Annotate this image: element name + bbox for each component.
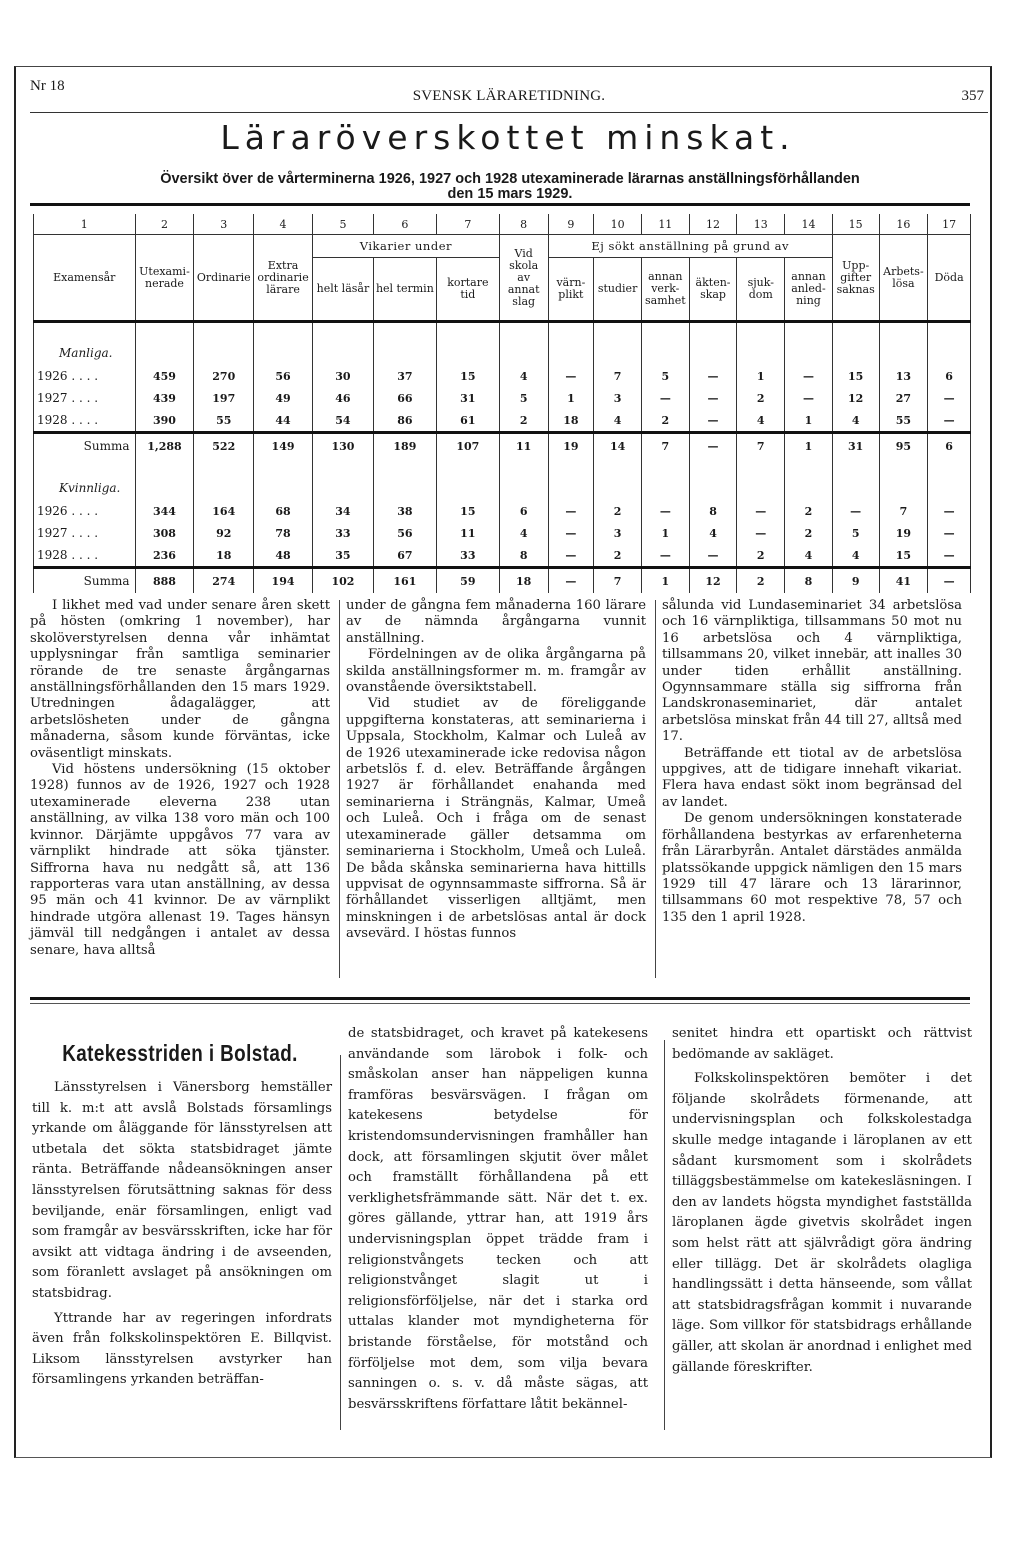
table-cell: 15	[436, 500, 499, 522]
col-number: 8	[499, 214, 548, 235]
sum-cell: 130	[312, 433, 373, 459]
journal-name: SVENSK LÄRARETIDNING.	[412, 88, 606, 104]
header-row-1	[34, 235, 971, 258]
row-year: 1926 . . . .	[34, 500, 136, 522]
table-cell: 390	[135, 409, 194, 433]
table-cell: 33	[312, 522, 373, 544]
table-cell: 2	[594, 544, 642, 568]
table-cell: —	[641, 500, 689, 522]
col-number: 15	[832, 214, 879, 235]
table-cell: 67	[373, 544, 436, 568]
table-cell: 34	[312, 500, 373, 522]
header-aktenskap: äkten-skap	[689, 258, 737, 322]
article1-column-1	[30, 598, 330, 959]
table-cell: 4	[737, 409, 785, 433]
table-cell: 236	[135, 544, 194, 568]
table-cell: 11	[436, 522, 499, 544]
table-cell: 4	[785, 544, 833, 568]
table-cell: 1	[641, 522, 689, 544]
spacer-row	[34, 458, 971, 476]
col-number: 1	[34, 214, 136, 235]
table-cell: 15	[436, 365, 499, 387]
table-cell: 2	[641, 409, 689, 433]
table-cell: 4	[832, 409, 879, 433]
table-cell: 31	[436, 387, 499, 409]
table-cell: —	[689, 365, 737, 387]
table-cell: 6	[928, 365, 971, 387]
header-hel-termin: hel termin	[373, 258, 436, 322]
article2-column-2	[348, 1024, 648, 1419]
table-cell: 18	[548, 409, 594, 433]
paragraph: Yttrande har av regeringen infordrats även från folkskolinspektören E. Billqvist. Liksom länsstyrelsen avstyrker han församlingens yrkanden beträffan-	[32, 1310, 332, 1388]
header-studier: studier	[594, 258, 642, 322]
table-cell: 92	[194, 522, 254, 544]
col-number: 12	[689, 214, 737, 235]
table-cell: 344	[135, 500, 194, 522]
sum-cell: 274	[194, 568, 254, 594]
table-cell: 13	[879, 365, 928, 387]
sum-cell: —	[689, 433, 737, 459]
table-cell: —	[785, 387, 833, 409]
header-ordinarie: Ordinarie	[194, 235, 254, 322]
article1-column-2	[346, 598, 646, 943]
row-year: 1928 . . . .	[34, 544, 136, 568]
table-cell: 8	[499, 544, 548, 568]
paragraph: Länsstyrelsen i Vänersborg hemställer till k. m:t att avslå Bolstads församlings yrkande om åläggande för länsstyrelsen att utbetala det sökta statsbidraget jämte ränta. Beträffande nådeansökningen anser länsstyrelsen förutsättning saknas för dess beviljande, enär församlingen, enligt vad som framgår av besvärsskriften, icke har för avsikt att vidtaga ändring i de avseenden, som föranlett avslaget på ansökningen om statsbidrag.	[32, 1080, 332, 1301]
article2-title: Katekesstriden i Bolstad.	[62, 1040, 298, 1066]
table-cell: 2	[737, 544, 785, 568]
table-cell: 49	[254, 387, 313, 409]
table-cell: 2	[785, 522, 833, 544]
sum-cell: 14	[594, 433, 642, 459]
table-cell: 2	[594, 500, 642, 522]
group-label: Manliga.	[34, 341, 136, 365]
sum-cell: 189	[373, 433, 436, 459]
row-year: 1927 . . . .	[34, 522, 136, 544]
paragraph: de statsbidraget, och kravet på katekesens användande som lärobok i folk- och småskolan anser han näppeligen kunna framföras besvärsvägen. I frågan om katekesens betydelse för kristendomsundervisningen framhåller han dock, att församlingen skjutit över målet och framställt förhållandena på ett verklighetsfrämmande sätt. När det t. ex. göres gällande, yttrar han, att 1919 års undervisningsplan öppet trädde fram i religionstvångets tecken och att religionstvånget slagit ut i religionsförföljelse, när det i starka ord uttalas klander mot myndigheterna för bristande förståelse, för motstånd och förföljelse mot dem, som vilja bevara sanningen o. s. v. då måste sägas, att besvärsskriftens författare låtit bekännel-	[348, 1026, 648, 1412]
header-doda: Döda	[928, 235, 971, 322]
table-cell: 197	[194, 387, 254, 409]
table-cell: —	[548, 544, 594, 568]
table-cell: —	[548, 365, 594, 387]
group-label-row	[34, 476, 971, 500]
subtitle-line-2: den 15 mars 1929.	[447, 186, 573, 202]
table-cell: 308	[135, 522, 194, 544]
sum-cell: 1	[785, 433, 833, 459]
table-cell: 5	[832, 522, 879, 544]
col-number: 17	[928, 214, 971, 235]
table-cell: 4	[689, 522, 737, 544]
header-extra-ordinarie: Extra ordinarie lärare	[254, 235, 313, 322]
sum-cell: 59	[436, 568, 499, 594]
table-cell: 12	[832, 387, 879, 409]
row-year: 1926 . . . .	[34, 365, 136, 387]
table-cell: —	[928, 409, 971, 433]
table-cell: 68	[254, 500, 313, 522]
column-divider	[340, 1055, 341, 1430]
col-number: 4	[254, 214, 313, 235]
table-cell: 4	[499, 522, 548, 544]
table-cell: —	[928, 544, 971, 568]
table-cell: 48	[254, 544, 313, 568]
header-arbetslosa: Arbets-lösa	[879, 235, 928, 322]
table-cell: 164	[194, 500, 254, 522]
table-row	[34, 365, 971, 387]
table-cell: 4	[832, 544, 879, 568]
col-number: 5	[312, 214, 373, 235]
table-cell: 3	[594, 522, 642, 544]
col-number: 6	[373, 214, 436, 235]
table-cell: —	[928, 522, 971, 544]
table-cell: —	[641, 387, 689, 409]
table-cell: 7	[879, 500, 928, 522]
sum-label: Summa	[34, 433, 136, 459]
header-end-row	[34, 322, 971, 342]
table-cell: —	[928, 387, 971, 409]
sum-cell: 18	[499, 568, 548, 594]
table-top-rule	[30, 203, 970, 206]
table-cell: —	[737, 522, 785, 544]
sum-cell: 11	[499, 433, 548, 459]
issue-number: Nr 18	[30, 78, 65, 94]
table-cell: —	[689, 387, 737, 409]
sum-cell: 2	[737, 568, 785, 594]
running-head	[30, 78, 988, 108]
table-cell: 38	[373, 500, 436, 522]
sum-cell: 31	[832, 433, 879, 459]
table-cell: 15	[832, 365, 879, 387]
table-cell: 2	[785, 500, 833, 522]
header-kortare-tid: kortare tid	[436, 258, 499, 322]
sum-cell: 12	[689, 568, 737, 594]
table-cell: 61	[436, 409, 499, 433]
paragraph: senitet hindra ett opartiskt och rättvist bedömande av sakläget.	[672, 1026, 972, 1062]
table-row	[34, 500, 971, 522]
header-utexaminerade: Utexami-nerade	[135, 235, 194, 322]
paragraph: Vid studiet av de föreliggande uppgifterna konstateras, att seminarierna i Uppsala, Stockholm, Kalmar och Luleå av de 1926 utexaminerade icke redovisa någon arbetslös f. d. elev. Beträffande årgången 1927 är förhållandet enahanda med seminarierna i Strängnäs, Kalmar, Umeå och Luleå. Och i fråga om de senast utexaminerade gäller detsamma om seminarierna i Stockholm, Umeå och Luleå. De båda skånska seminarierna hava hittills uppvisat de ogynnsammaste siffrorna. Så är förhållandet visserligen alltjämt, men minskningen i de arbetslösas antal är dock avsevärd. I höstas funnos	[346, 696, 646, 942]
sum-row	[34, 568, 971, 594]
table-row	[34, 522, 971, 544]
col-number: 14	[785, 214, 833, 235]
col-number: 10	[594, 214, 642, 235]
col-number: 13	[737, 214, 785, 235]
table-cell: 15	[879, 544, 928, 568]
table-cell: —	[689, 409, 737, 433]
paragraph: I likhet med vad under senare åren skett på hösten (omkring 1 november), har skolöverstyrelsen denna vår inhämtat upplysningar från samtliga seminarier rörande de tre senaste årgångarnas anställningsförhållanden den 15 mars 1929. Utredningen ådagalägger, att arbetslösheten under de gångna månaderna, såsom kunde förväntas, icke oväsentligt minskats.	[30, 598, 330, 761]
article-title: Läraröverskottet minskat.	[220, 118, 796, 157]
header-examensar: Examensår	[34, 235, 136, 322]
paragraph: Folkskolinspektören bemöter i det följande skolrådets förmenande, att undervisningsplan och folkskolestadga skulle medge intagande i läroplanen av ett sådant kursmoment som i skolrådets tilläggsbestämmelse om katekesläsningen. I den av landets högsta myndighet fastställda läroplanen ägde givetvis skolrådet ingen som helst rätt att självrådigt göra ändring eller tillägg. Det är skolrådets olagliga handlingssätt i detta hänseende, som vållat att statsbidragsfrågan kommit i nuvarande läge. Som villkor för statsbidrags erhållande gäller, att skolan är anordnad i enlighet med gällande föreskrifter.	[672, 1071, 972, 1375]
sum-cell: 1,288	[135, 433, 194, 459]
col-number: 2	[135, 214, 194, 235]
page-number: 357	[961, 88, 984, 104]
table-cell: —	[737, 500, 785, 522]
sum-cell: 7	[737, 433, 785, 459]
column-divider	[664, 1040, 665, 1430]
table-cell: 4	[499, 365, 548, 387]
article2-column-3	[672, 1024, 972, 1382]
table-cell: —	[832, 500, 879, 522]
table-row	[34, 409, 971, 433]
table-cell: 35	[312, 544, 373, 568]
table-row	[34, 387, 971, 409]
sum-cell: 6	[928, 433, 971, 459]
sum-row	[34, 433, 971, 459]
col-number: 16	[879, 214, 928, 235]
row-year: 1928 . . . .	[34, 409, 136, 433]
sum-cell: —	[548, 568, 594, 594]
table-cell: 33	[436, 544, 499, 568]
table-cell: 55	[194, 409, 254, 433]
column-divider	[655, 600, 656, 978]
table-cell: —	[548, 522, 594, 544]
table-cell: 1	[785, 409, 833, 433]
header-sjukdom: sjuk-dom	[737, 258, 785, 322]
article-subtitle	[80, 172, 940, 202]
table-cell: 19	[879, 522, 928, 544]
sum-cell: 7	[594, 568, 642, 594]
table-cell: —	[548, 500, 594, 522]
sum-cell: 149	[254, 433, 313, 459]
table-cell: 44	[254, 409, 313, 433]
table-cell: —	[785, 365, 833, 387]
paragraph: sålunda vid Lundaseminariet 34 arbetslösa och 16 värnpliktiga, tillsammans 50 mot nu 16 arbetslösa och 4 värnpliktiga, tillsammans 20, vilket innebär, att inalles 30 under tiden erhållit anställning. Ogynnsammare ställa sig siffrorna från Landskronaseminariet, där antalet arbetslösa minskat från 44 till 27, alltså med 17.	[662, 598, 962, 745]
sum-cell: 7	[641, 433, 689, 459]
article-separator-rule-thin	[30, 1003, 970, 1004]
table-cell: 18	[194, 544, 254, 568]
paragraph: Fördelningen av de olika årgångarna på skilda anställningsformer m. m. framgår av ovanstående översiktstabell.	[346, 647, 646, 696]
table-cell: —	[641, 544, 689, 568]
sum-cell: 161	[373, 568, 436, 594]
sum-cell: 1	[641, 568, 689, 594]
table-cell: 78	[254, 522, 313, 544]
column-divider	[339, 600, 340, 978]
table-cell: 27	[879, 387, 928, 409]
table-cell: —	[928, 500, 971, 522]
col-number: 11	[641, 214, 689, 235]
group-label: Kvinnliga.	[34, 476, 136, 500]
sum-cell: 102	[312, 568, 373, 594]
article2-column-1	[32, 1078, 332, 1395]
sum-cell: 41	[879, 568, 928, 594]
employment-statistics-table	[33, 214, 971, 593]
table-cell: 3	[594, 387, 642, 409]
table-cell: 55	[879, 409, 928, 433]
group-label-row	[34, 341, 971, 365]
table-cell: 56	[373, 522, 436, 544]
table-cell: 86	[373, 409, 436, 433]
article-separator-rule	[30, 997, 970, 1000]
table-cell: 7	[594, 365, 642, 387]
table-cell: 459	[135, 365, 194, 387]
table-row	[34, 544, 971, 568]
row-year: 1927 . . . .	[34, 387, 136, 409]
sum-cell: 95	[879, 433, 928, 459]
col-number: 7	[436, 214, 499, 235]
header-vid-skola: Vid skola av annat slag	[499, 235, 548, 322]
header-rule	[30, 112, 988, 113]
table-cell: 2	[499, 409, 548, 433]
sum-cell: 888	[135, 568, 194, 594]
header-uppgifter-saknas: Upp-gifter saknas	[832, 235, 879, 322]
table-cell: 66	[373, 387, 436, 409]
article1-column-3	[662, 598, 962, 926]
sum-cell: 194	[254, 568, 313, 594]
sum-cell: 19	[548, 433, 594, 459]
table-cell: 54	[312, 409, 373, 433]
paragraph: De genom undersökningen konstaterade förhållandena bestyrkas av erfarenheterna från Lärarbyrån. Antalet därstädes anmälda platssökande uppgick nämligen den 15 mars 1929 till 47 lärare och 13 lärarinnor, tillsammans 60 mot respektive 78, 57 och 135 den 1 april 1928.	[662, 811, 962, 925]
subtitle-line-1: Översikt över de vårterminerna 1926, 1927 och 1928 utexaminerade lärarnas anställningsförhållanden	[160, 171, 860, 187]
sum-cell: —	[928, 568, 971, 594]
table-cell: 439	[135, 387, 194, 409]
article1-body	[30, 598, 975, 988]
col-number: 3	[194, 214, 254, 235]
sum-cell: 9	[832, 568, 879, 594]
header-helt-lasar: helt läsår	[312, 258, 373, 322]
table-cell: 56	[254, 365, 313, 387]
paragraph: Vid höstens undersökning (15 oktober 1928) funnos av de 1926, 1927 och 1928 utexaminerade eleverna 238 utan anställning, av vilka 138 voro män och 100 kvinnor. Därjämte uppgåvos 77 vara av värnplikt hindrade att söka tjänster. Siffrorna hava nu nedgått så, att 136 rapporteras vara utan anställning, av dessa 95 män och 41 kvinnor. De av värnplikt hindrade utgöra allenast 19. Tages hänsyn jämväl till nedgången i antalet av dessa senare, hava alltså	[30, 762, 330, 958]
paragraph: Beträffande ett tiotal av de arbetslösa uppgives, att de tidigare innehaft vikariat. Flera hava endast sökt inom begränsad del av landet.	[662, 745, 962, 810]
header-annan-verksamhet: annan verk-samhet	[641, 258, 689, 322]
column-number-row	[34, 214, 971, 235]
sum-cell: 8	[785, 568, 833, 594]
table-cell: 5	[499, 387, 548, 409]
sum-label: Summa	[34, 568, 136, 594]
table-cell: 1	[548, 387, 594, 409]
sum-cell: 522	[194, 433, 254, 459]
col-number: 9	[548, 214, 594, 235]
table-body	[34, 322, 971, 594]
header-ej-sokt: Ej sökt anställning på grund av	[548, 235, 832, 258]
header-vikarier-under: Vikarier under	[312, 235, 499, 258]
table-cell: 30	[312, 365, 373, 387]
header-varnplikt: värn-plikt	[548, 258, 594, 322]
table-cell: 1	[737, 365, 785, 387]
paragraph: under de gångna fem månaderna 160 lärare av de nämnda årgångarna vunnit anställning.	[346, 598, 646, 646]
table-cell: 4	[594, 409, 642, 433]
table-cell: 37	[373, 365, 436, 387]
table-cell: 2	[737, 387, 785, 409]
table-cell: 5	[641, 365, 689, 387]
table-cell: —	[689, 544, 737, 568]
table-cell: 8	[689, 500, 737, 522]
table-cell: 270	[194, 365, 254, 387]
sum-cell: 107	[436, 433, 499, 459]
header-annan-anledning: annan anled-ning	[785, 258, 833, 322]
table-cell: 46	[312, 387, 373, 409]
table-cell: 6	[499, 500, 548, 522]
